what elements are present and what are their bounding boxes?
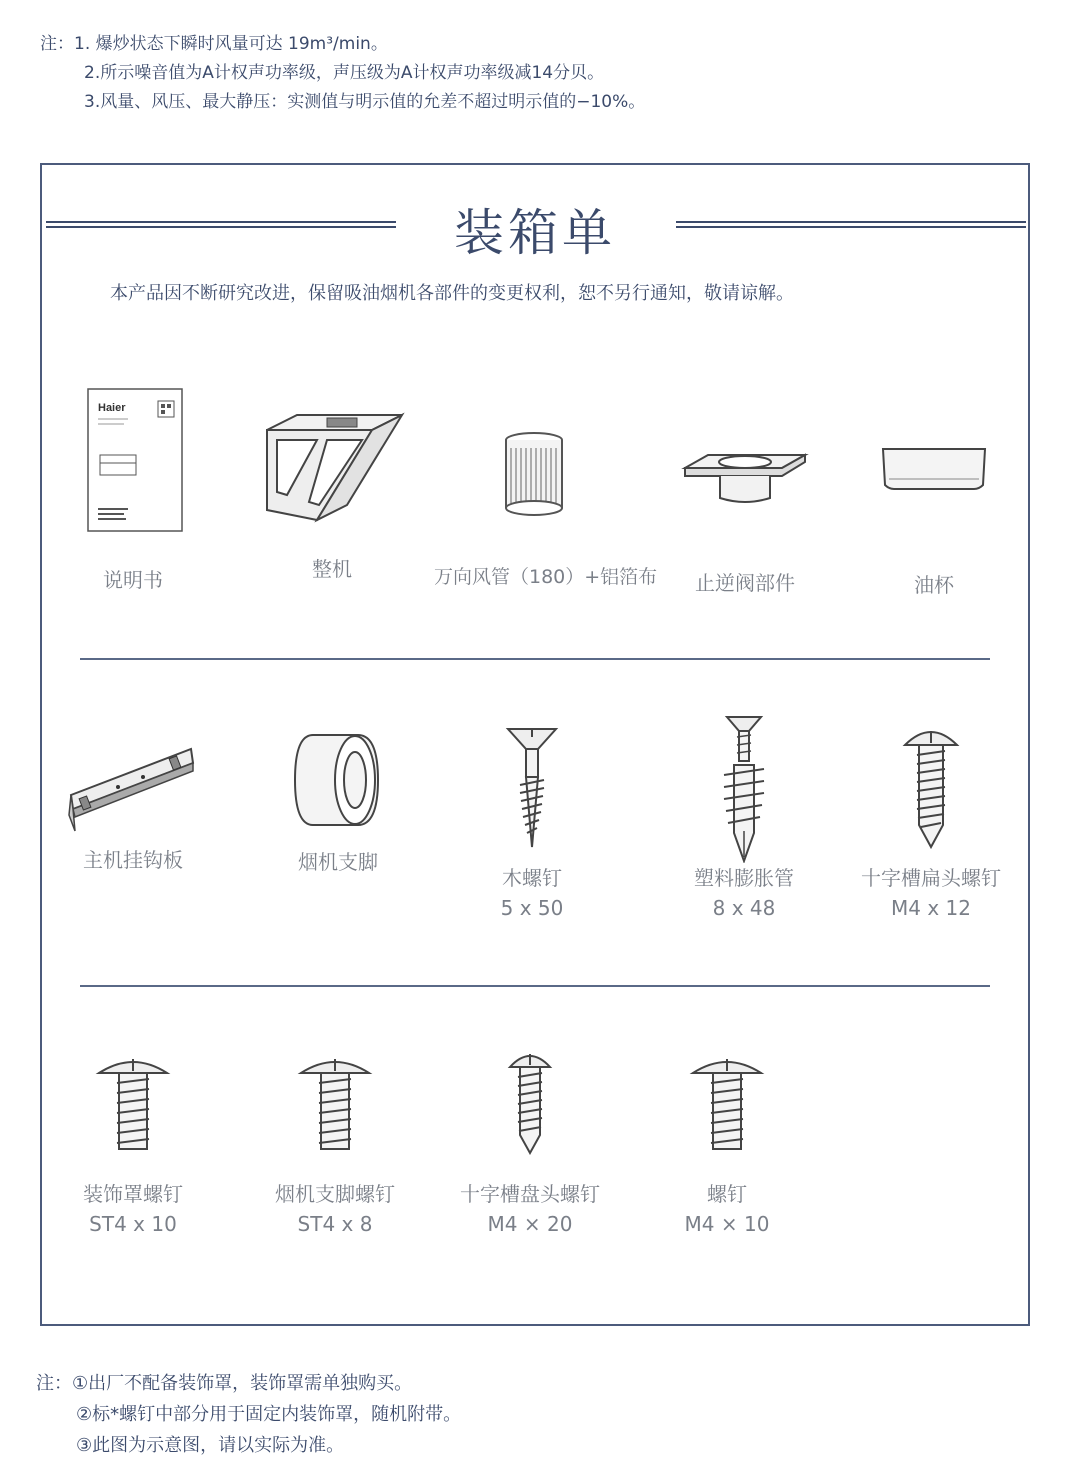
item-label: 说明书 <box>103 568 163 592</box>
item-spec: M4 x 12 <box>891 896 971 920</box>
item-manual <box>33 387 233 595</box>
item-label: 烟机支脚螺钉 <box>275 1182 395 1206</box>
item-spec: 8 x 48 <box>712 896 776 920</box>
item-hood-unit <box>232 410 432 584</box>
item-duct <box>434 430 658 592</box>
support-foot-icon <box>293 725 383 835</box>
oil-cup-icon <box>879 445 989 495</box>
item-label: 主机挂钩板 <box>83 848 183 872</box>
item-label: 装饰罩螺钉 <box>83 1182 183 1206</box>
item-label: 油杯 <box>914 573 954 597</box>
item-pan-head-screw <box>430 1049 630 1239</box>
hood-unit-icon <box>257 410 407 530</box>
item-cover-screw <box>33 1053 233 1239</box>
packing-list-panel <box>40 163 1030 1326</box>
item-oil-cup <box>834 445 1034 600</box>
packing-list-title: 装箱单 <box>454 204 616 262</box>
bottom-note-line-2: ②标*螺钉中部分用于固定内装饰罩，随机附带。 <box>76 1404 462 1425</box>
manual-logo-text: Haier <box>98 402 126 414</box>
bottom-notes <box>36 1368 461 1461</box>
item-pan-screw <box>831 725 1031 923</box>
item-screw <box>627 1053 827 1239</box>
item-support-foot <box>238 725 438 877</box>
item-spec: ST4 x 8 <box>297 1212 373 1236</box>
anchor-icon <box>709 713 779 863</box>
bottom-note-line-1: 注：①出厂不配备装饰罩，装饰罩需单独购买。 <box>36 1373 413 1394</box>
item-check-valve <box>645 450 845 598</box>
item-label: 螺钉 <box>707 1182 747 1206</box>
item-label: 十字槽盘头螺钉 <box>460 1182 600 1206</box>
item-foot-screw <box>235 1053 435 1239</box>
item-spec: M4 × 20 <box>487 1212 573 1236</box>
item-label: 止逆阀部件 <box>695 571 795 595</box>
row-divider-2 <box>80 985 990 987</box>
item-label: 木螺钉 <box>502 866 562 890</box>
pan-screw-icon <box>901 725 961 850</box>
item-wood-screw <box>432 725 632 923</box>
item-label: 万向风管（180）+铝箔布 <box>434 566 658 588</box>
item-label: 整机 <box>312 557 352 581</box>
item-plastic-anchor <box>644 713 844 923</box>
manual-icon <box>78 387 188 537</box>
top-note-line-2: 2.所示噪音值为A计权声功率级，声压级为A计权声功率级减14分贝。 <box>84 63 605 83</box>
check-valve-icon <box>680 450 810 510</box>
item-label: 十字槽扁头螺钉 <box>861 866 1001 890</box>
screw-icon <box>687 1053 767 1153</box>
screw-icon <box>295 1053 375 1153</box>
wood-screw-icon <box>502 725 562 850</box>
bottom-note-line-3: ③此图为示意图，请以实际为准。 <box>76 1435 345 1456</box>
top-note-line-1: 注：1. 爆炒状态下瞬时风量可达 19m³/min。 <box>40 34 388 54</box>
item-spec: M4 × 10 <box>684 1212 770 1236</box>
top-note-line-3: 3.风量、风压、最大静压：实测值与明示值的允差不超过明示值的−10%。 <box>84 92 646 112</box>
item-label: 烟机支脚 <box>298 850 378 874</box>
hook-plate-icon <box>63 745 203 835</box>
top-notes <box>40 30 645 117</box>
duct-icon <box>499 430 569 520</box>
screw-icon <box>93 1053 173 1153</box>
item-spec: 5 x 50 <box>500 896 564 920</box>
row-divider-1 <box>80 658 990 660</box>
item-hook-plate <box>33 745 233 875</box>
packing-list-disclaimer: 本产品因不断研究改进，保留吸油烟机各部件的变更权利，恕不另行通知，敬请谅解。 <box>110 283 794 304</box>
item-spec: ST4 x 10 <box>89 1212 177 1236</box>
item-label: 塑料膨胀管 <box>694 866 794 890</box>
screw-icon <box>500 1049 560 1155</box>
